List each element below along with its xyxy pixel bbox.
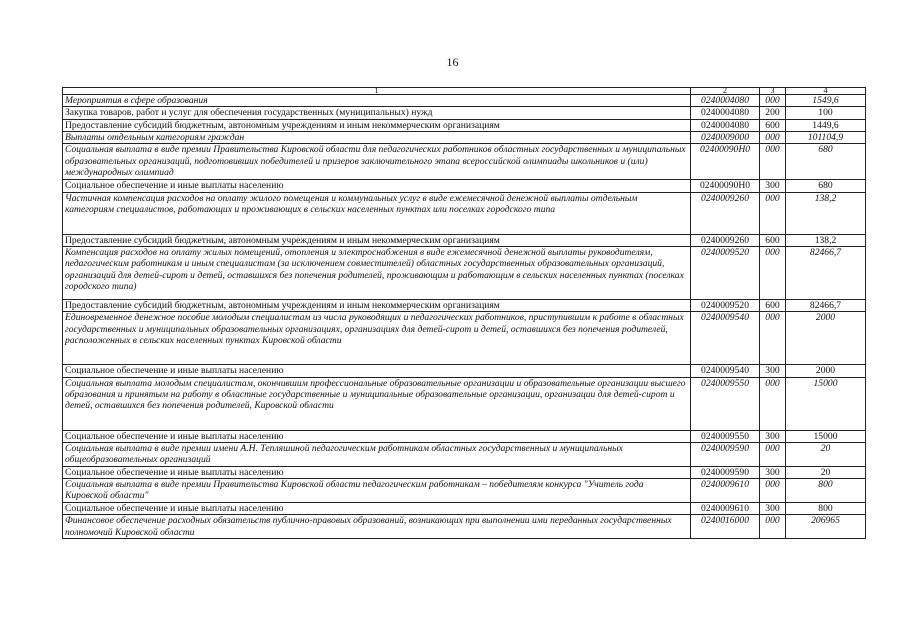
table-row — [63, 299, 866, 311]
table-row — [63, 234, 866, 246]
row-code: 0240009260 — [691, 192, 760, 234]
table-row — [63, 365, 866, 377]
row-name: Предоставление субсидий бюджетным, автономным учреждениям и иным некоммерческим организациям — [63, 234, 691, 246]
row-group: 600 — [760, 234, 786, 246]
row-name: Социальное обеспечение и иные выплаты населению — [63, 430, 691, 442]
row-code: 02400090Н0 — [691, 144, 760, 180]
table-row — [63, 192, 866, 234]
row-group: 300 — [760, 466, 786, 478]
row-amount: 100 — [786, 107, 866, 119]
row-code: 0240009590 — [691, 466, 760, 478]
row-code: 0240004080 — [691, 119, 760, 131]
table-header-row — [63, 88, 866, 95]
row-group: 000 — [760, 95, 786, 107]
row-code: 0240009590 — [691, 442, 760, 466]
row-code: 0240009260 — [691, 234, 760, 246]
row-name: Компенсация расходов на оплату жилых помещений, отопления и электроснабжения в виде ежемесячной денежной выплаты руководителям, педагогическим работникам и иным специалистам (за исключением совместителей) областных государственных образовательных организаций, организаций для детей-сирот и детей, оставшихся без попечения родителей, проживающим и работающим в сельских населенных пунктах (поселках городского типа) — [63, 246, 691, 299]
row-amount: 15000 — [786, 430, 866, 442]
table-row — [63, 144, 866, 180]
row-code: 0240009610 — [691, 503, 760, 515]
row-code: 0240009520 — [691, 299, 760, 311]
row-name: Выплаты отдельным категориям граждан — [63, 131, 691, 143]
row-name: Единовременное денежное пособие молодым специалистам из числа руководящих и педагогических работников, приступившим к работе в областных государственных и муниципальных образовательных организациях, организациях для детей-сирот и детей, оставшихся без попечения родителей, расположенных в сельских населенных пунктах Кировской области — [63, 312, 691, 365]
row-name: Социальная выплата в виде премии Правительства Кировской области для педагогических работников областных государственных и муниципальных образовательных организаций, подготовивших победителей и призеров заключительного этапа всероссийской олимпиады школьников и (или) международных олимпиад — [63, 144, 691, 180]
row-amount: 82466,7 — [786, 299, 866, 311]
row-amount: 20 — [786, 466, 866, 478]
page-number: 16 — [446, 55, 459, 69]
row-code: 0240016000 — [691, 515, 760, 539]
table-row — [63, 107, 866, 119]
row-name: Социальная выплата в виде премии имени А.Н. Тепляшиной педагогическим работникам областных государственных и муниципальных общеобразовательных организаций — [63, 442, 691, 466]
row-amount: 101104,9 — [786, 131, 866, 143]
row-amount: 206965 — [786, 515, 866, 539]
row-group: 300 — [760, 430, 786, 442]
row-amount: 138,2 — [786, 192, 866, 234]
row-group: 300 — [760, 180, 786, 192]
row-name: Финансовое обеспечение расходных обязательств публично-правовых образований, возникающих при выполнении ими переданных государственных полномочий Кировской области — [63, 515, 691, 539]
row-code: 0240009540 — [691, 365, 760, 377]
row-group: 000 — [760, 131, 786, 143]
header-col-3: 3 — [760, 88, 786, 95]
row-name: Мероприятия в сфере образования — [63, 95, 691, 107]
row-group: 000 — [760, 377, 786, 430]
table-row — [63, 503, 866, 515]
row-code: 0240004080 — [691, 107, 760, 119]
row-amount: 800 — [786, 479, 866, 503]
row-name: Социальное обеспечение и иные выплаты населению — [63, 503, 691, 515]
row-group: 300 — [760, 503, 786, 515]
row-group: 000 — [760, 144, 786, 180]
row-name: Социальная выплата в виде премии Правительства Кировской области педагогическим работникам – победителям конкурса "Учитель года Кировской области" — [63, 479, 691, 503]
table-row — [63, 479, 866, 503]
row-amount: 15000 — [786, 377, 866, 430]
table-row — [63, 246, 866, 299]
row-amount: 138,2 — [786, 234, 866, 246]
row-amount: 2000 — [786, 365, 866, 377]
row-code: 0240009000 — [691, 131, 760, 143]
row-name: Социальное обеспечение и иные выплаты населению — [63, 466, 691, 478]
row-amount: 1549,6 — [786, 95, 866, 107]
table-row — [63, 442, 866, 466]
table-row — [63, 119, 866, 131]
row-name: Предоставление субсидий бюджетным, автономным учреждениям и иным некоммерческим организациям — [63, 299, 691, 311]
row-code: 0240009540 — [691, 312, 760, 365]
row-code: 0240009610 — [691, 479, 760, 503]
row-amount: 800 — [786, 503, 866, 515]
row-name: Социальное обеспечение и иные выплаты населению — [63, 365, 691, 377]
table-row — [63, 180, 866, 192]
row-group: 000 — [760, 515, 786, 539]
budget-table — [62, 87, 866, 539]
row-amount: 20 — [786, 442, 866, 466]
row-amount: 680 — [786, 144, 866, 180]
row-group: 600 — [760, 299, 786, 311]
row-group: 000 — [760, 442, 786, 466]
row-group: 600 — [760, 119, 786, 131]
row-code: 0240004080 — [691, 95, 760, 107]
row-group: 300 — [760, 365, 786, 377]
row-code: 0240009550 — [691, 377, 760, 430]
table-row — [63, 377, 866, 430]
table-row — [63, 131, 866, 143]
table-row — [63, 515, 866, 539]
header-col-2: 2 — [691, 88, 760, 95]
row-group: 000 — [760, 192, 786, 234]
table-row — [63, 430, 866, 442]
row-name: Социальная выплата молодым специалистам, окончившим профессиональные образовательные организации и образовательные организации высшего образования и принятым на работу в областные государственные и муниципальные образовательные организации, организации для детей-сирот и детей, оставшихся без попечения родителей, Кировской области — [63, 377, 691, 430]
row-amount: 1449,6 — [786, 119, 866, 131]
row-name: Частичная компенсация расходов на оплату жилого помещения и коммунальных услуг в виде ежемесячной денежной выплаты отдельным категориям специалистов, работающих и проживающих в сельских населенных пунктах или поселках городского типа — [63, 192, 691, 234]
row-group: 000 — [760, 479, 786, 503]
row-amount: 82466,7 — [786, 246, 866, 299]
header-col-1: 1 — [63, 88, 691, 95]
row-code: 02400090Н0 — [691, 180, 760, 192]
table-row — [63, 312, 866, 365]
row-code: 0240009520 — [691, 246, 760, 299]
row-name: Предоставление субсидий бюджетным, автономным учреждениям и иным некоммерческим организациям — [63, 119, 691, 131]
table-row — [63, 95, 866, 107]
table-row — [63, 466, 866, 478]
row-amount: 2000 — [786, 312, 866, 365]
row-group: 000 — [760, 246, 786, 299]
header-col-4: 4 — [786, 88, 866, 95]
row-group: 200 — [760, 107, 786, 119]
row-name: Социальное обеспечение и иные выплаты населению — [63, 180, 691, 192]
row-name: Закупка товаров, работ и услуг для обеспечения государственных (муниципальных) нужд — [63, 107, 691, 119]
row-amount: 680 — [786, 180, 866, 192]
row-code: 0240009550 — [691, 430, 760, 442]
row-group: 000 — [760, 312, 786, 365]
